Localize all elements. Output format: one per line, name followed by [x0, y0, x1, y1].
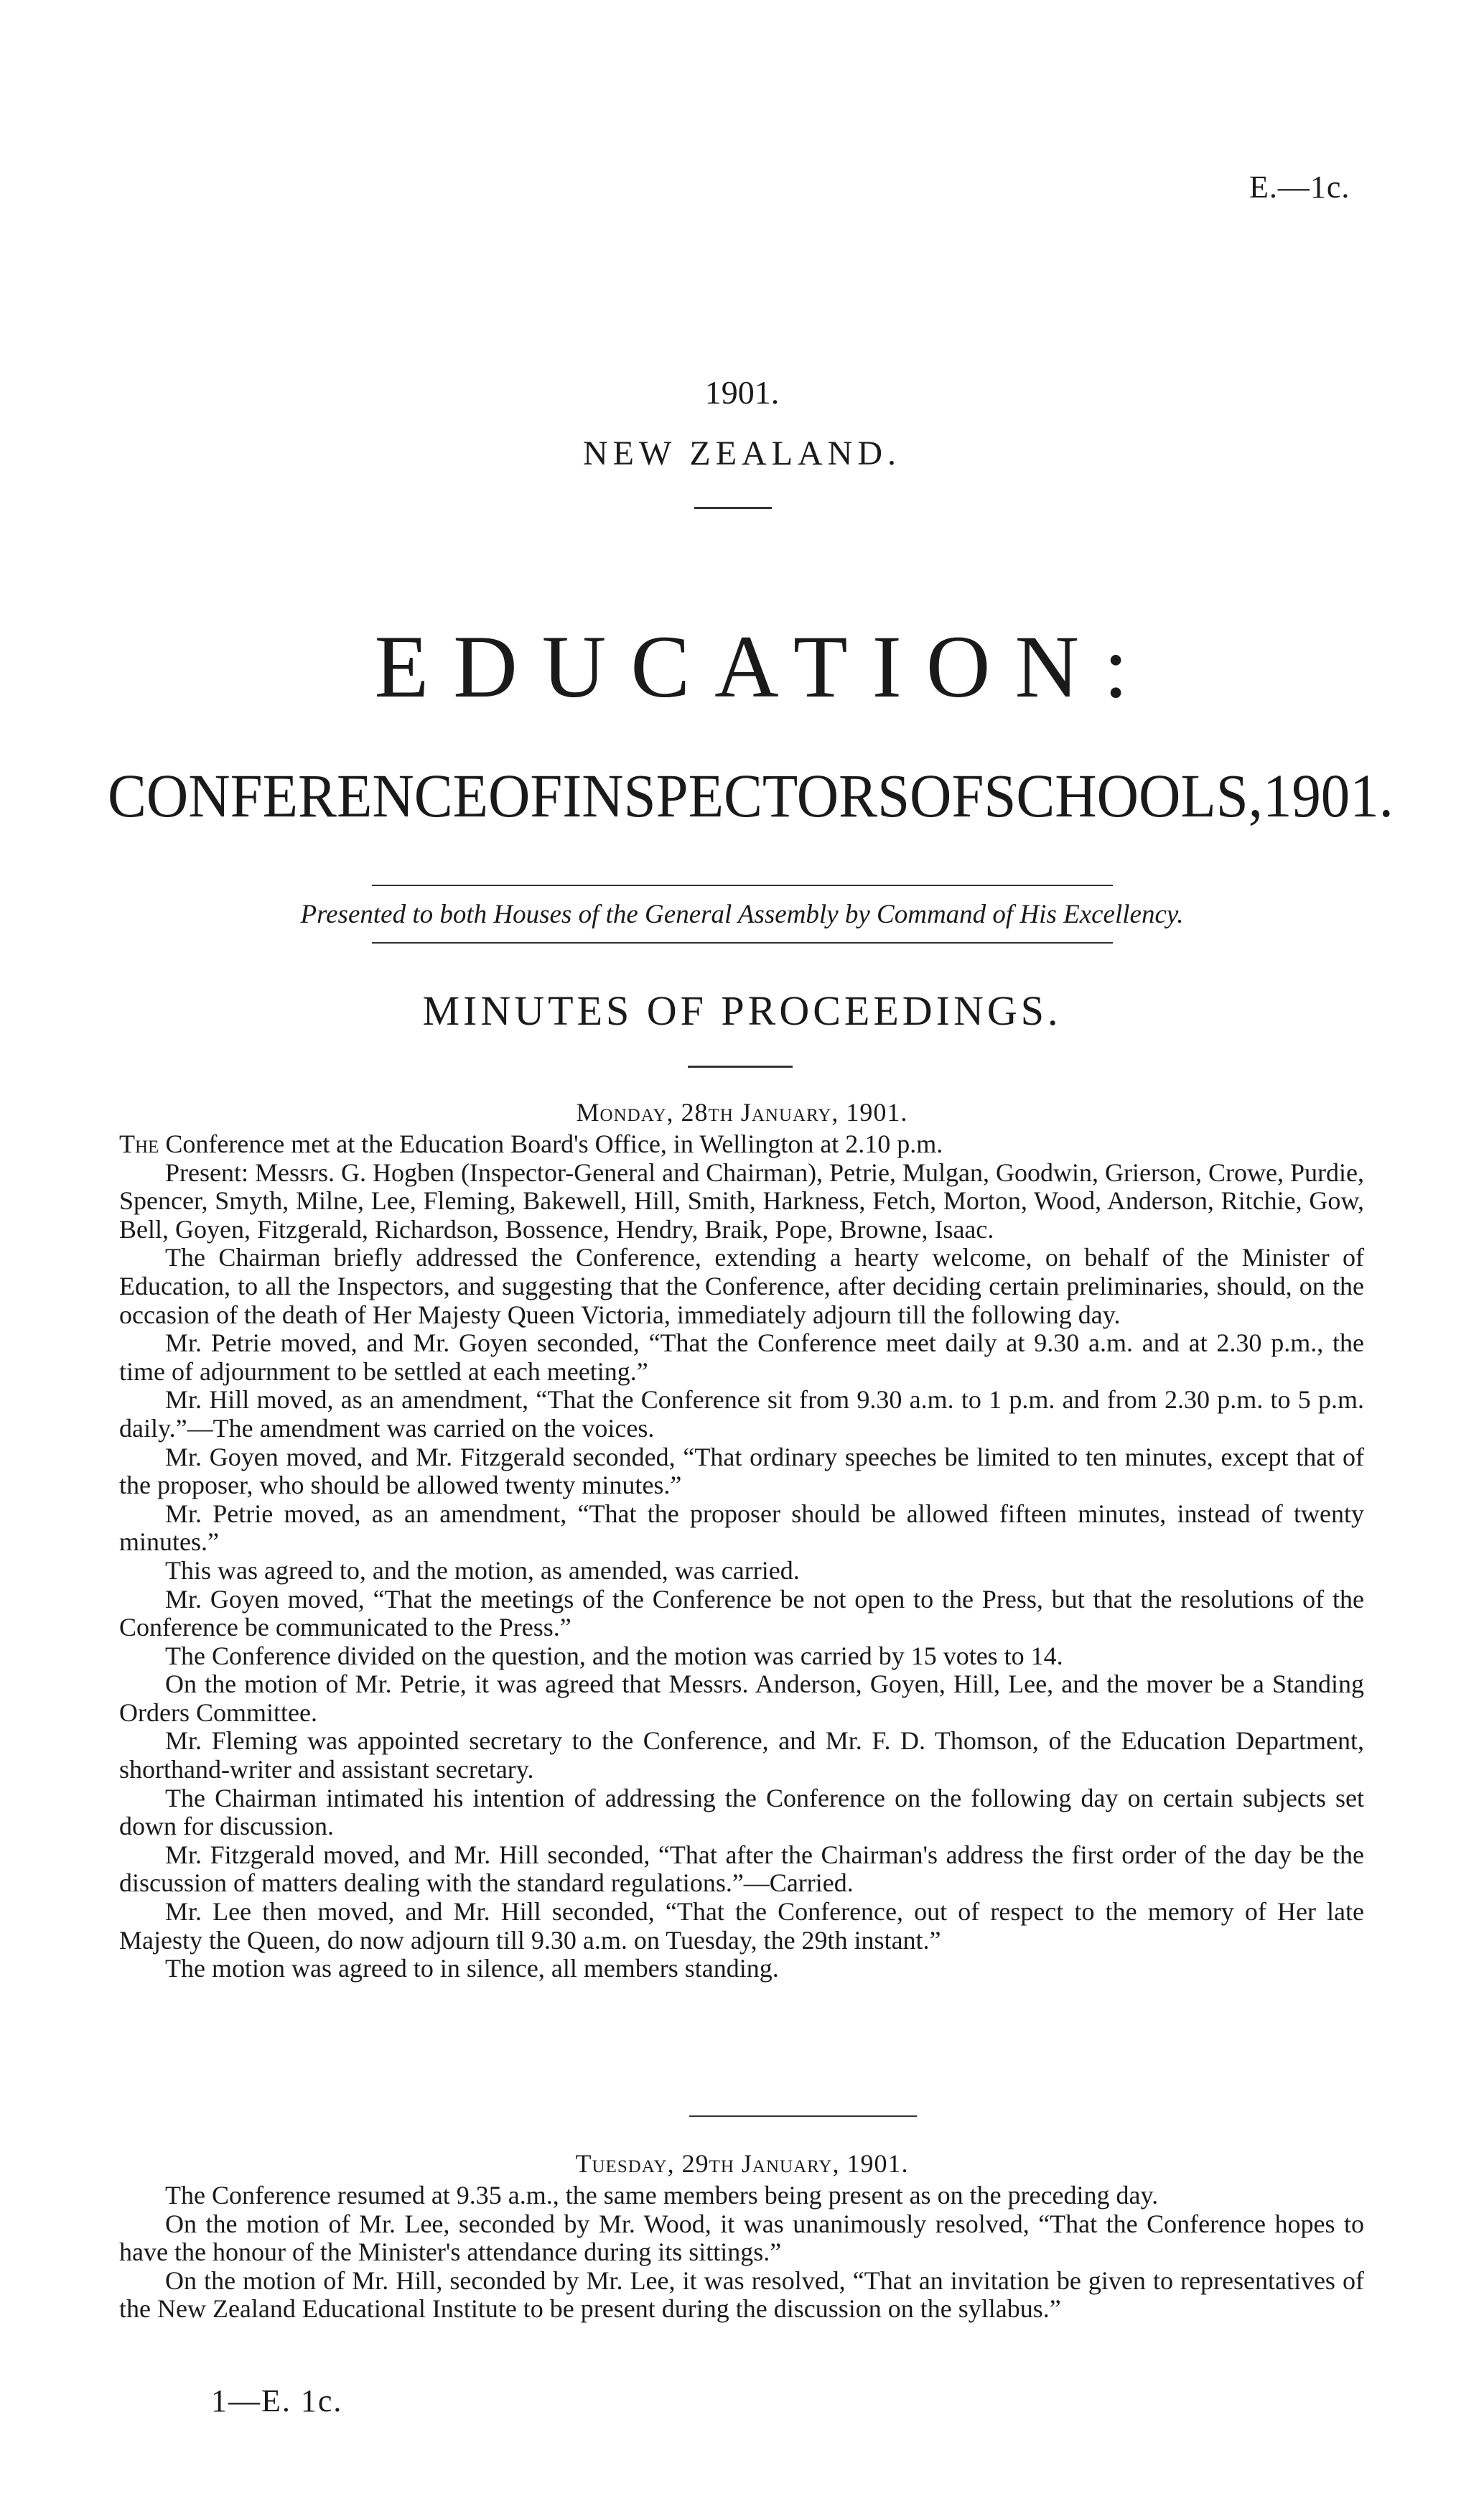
monday-date-heading: Monday, 28th January, 1901. [576, 1098, 908, 1127]
paragraph: The Chairman briefly addressed the Conference, extending a hearty welcome, on behalf of the Minister of Education, to all the Inspectors, and suggesting that the Conference, after deciding certain preliminaries, should, on the occasion of the death of Her Majesty Queen Victoria, immediately adjourn till the following day. [119, 1243, 1364, 1329]
divider-rule [689, 2115, 917, 2117]
paragraph: The Chairman intimated his intention of addressing the Conference on the following day on certain subjects set down for discussion. [119, 1783, 1364, 1841]
subtitle-word: SCHOOLS, [984, 761, 1263, 830]
subtitle [108, 760, 1394, 832]
document-year: 1901. [704, 374, 780, 411]
paragraph: The motion was agreed to in silence, all members standing. [165, 1954, 779, 1983]
paragraph: Mr. Hill moved, as an amendment, “That the Conference sit from 9.30 a.m. to 1 p.m. and from 2.30 p.m. to 5 p.m. daily.”—The amendment was carried on the voices. [119, 1385, 1364, 1443]
paragraph: On the motion of Mr. Hill, seconded by Mr. Lee, it was resolved, “That an invitation be given to representatives of the New Zealand Educational Institute to be present during the discussion on the syllabus.” [119, 2266, 1364, 2324]
lead-word: The [119, 1130, 159, 1158]
divider-rule [372, 885, 1113, 886]
paragraph: Mr. Goyen moved, “That the meetings of the Conference be not open to the Press, but that the resolutions of the Conference be communicated to the Press.” [119, 1584, 1364, 1642]
paragraph: On the motion of Mr. Petrie, it was agreed that Messrs. Anderson, Goyen, Hill, Lee, and the mover be a Standing Orders Committee. [119, 1670, 1364, 1727]
divider-rule [372, 942, 1113, 944]
paragraph: Mr. Petrie moved, and Mr. Goyen seconded, “That the Conference meet daily at 9.30 a.m. and at 2.30 p.m., the time of adjournment to be settled at each meeting.” [119, 1328, 1364, 1386]
paragraph: On the motion of Mr. Lee, seconded by Mr. Wood, it was unanimously resolved, “That the Conference hopes to have the honour of the Minister's attendance during its sittings.” [119, 2209, 1364, 2267]
paragraph: Mr. Fleming was appointed secretary to the Conference, and Mr. F. D. Thomson, of the Education Department, shorthand-writer and assistant secretary. [119, 1726, 1364, 1784]
subtitle-word: INSPECTORS [562, 761, 910, 830]
subtitle-word: OF [488, 761, 563, 830]
paragraph [119, 1130, 1364, 1159]
document-reference: E.—1c. [1249, 169, 1350, 205]
monday-minutes [119, 1130, 1364, 1983]
paragraph-text: Conference met at the Education Board's Office, in Wellington at 2.10 p.m. [159, 1130, 943, 1158]
paragraph: Mr. Petrie moved, as an amendment, “That the proposer should be allowed fifteen minutes, instead of twenty minutes.” [119, 1499, 1364, 1557]
paragraph: The Conference divided on the question, and the motion was carried by 15 votes to 14. [165, 1641, 1063, 1670]
page-signature: 1—E. 1c. [211, 2383, 343, 2418]
tuesday-date-heading: Tuesday, 29th January, 1901. [575, 2149, 909, 2178]
subtitle-word: 1901. [1262, 761, 1394, 830]
tuesday-minutes [119, 2182, 1364, 2324]
paragraph: Mr. Goyen moved, and Mr. Fitzgerald seconded, “That ordinary speeches be limited to ten minutes, except that of the proposer, who should be allowed twenty minutes.” [119, 1442, 1364, 1500]
main-title: EDUCATION: [374, 618, 1153, 716]
divider-rule [688, 1066, 793, 1068]
paragraph: Present: Messrs. G. Hogben (Inspector-General and Chairman), Petrie, Mulgan, Goodwin, Grierson, Crowe, Purdie, Spencer, Smyth, Milne, Lee, Fleming, Bakewell, Hill, Smith, Harkness, Fetch, Morton, Wood, Anderson, Ritchie, Gow, Bell, Goyen, Fitzgerald, Richardson, Bossence, Hendry, Braik, Pope, Browne, Isaac. [119, 1158, 1364, 1244]
paragraph: The Conference resumed at 9.35 a.m., the same members being present as on the preceding day. [165, 2181, 1159, 2210]
country-heading: NEW ZEALAND. [582, 434, 902, 472]
presented-line: Presented to both Houses of the General Assembly by Command of His Excellency. [300, 900, 1184, 929]
paragraph: Mr. Fitzgerald moved, and Mr. Hill seconded, “That after the Chairman's address the first order of the day be the discussion of matters dealing with the standard regulations.”—Carried. [119, 1840, 1364, 1898]
minutes-heading: MINUTES OF PROCEEDINGS. [422, 987, 1062, 1034]
paragraph: This was agreed to, and the motion, as amended, was carried. [165, 1555, 800, 1585]
subtitle-word: CONFERENCE [108, 761, 489, 830]
paragraph: Mr. Lee then moved, and Mr. Hill seconded, “That the Conference, out of respect to the memory of Her late Majesty the Queen, do now adjourn till 9.30 a.m. on Tuesday, the 29th instant.” [119, 1897, 1364, 1955]
subtitle-word: OF [910, 761, 984, 830]
divider-rule [694, 507, 772, 509]
